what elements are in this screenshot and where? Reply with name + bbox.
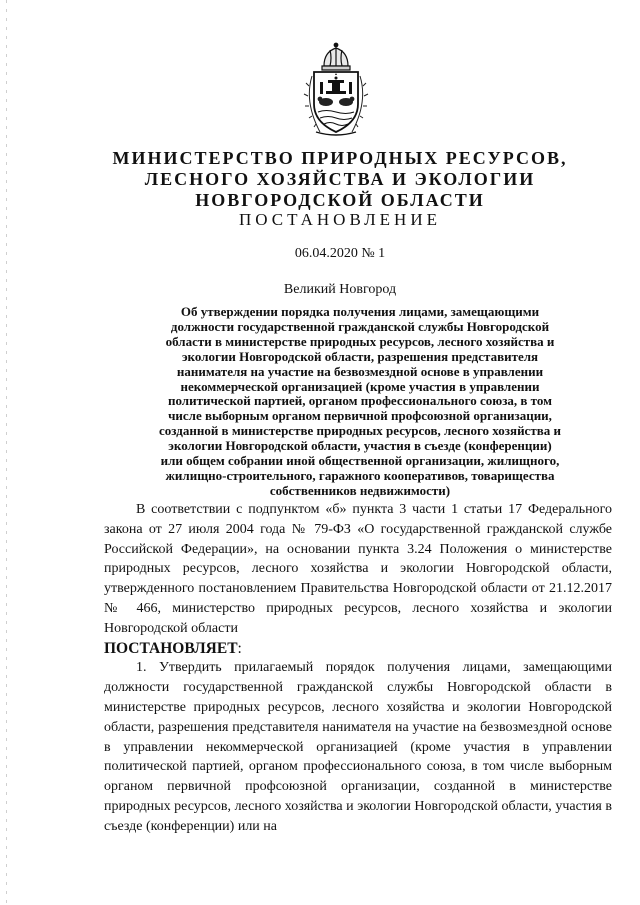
document-body [104,500,612,837]
ministry-name-line: НОВГОРОДСКОЙ ОБЛАСТИ [195,190,485,210]
title-line: политической партией, органом профессионального союза, в том [167,393,553,409]
title-line: жилищно-строительного, гаражного кооперативов, товарищества [165,467,555,483]
ministry-name-line: ЛЕСНОГО ХОЗЯЙСТВА И ЭКОЛОГИИ [144,169,536,189]
title-line: Об утверждении порядка получения лицами, замещающими [180,304,540,319]
title-line: некоммерческой организацией (кроме участия в управлении [180,378,540,394]
scan-edge-marks [6,0,7,905]
novgorod-coat-of-arms-icon [302,42,370,138]
title-line: числе выборным органом первичной профсоюзной организации, [168,408,552,424]
title-line: созданной в министерстве природных ресурсов, лесного хозяйства и [159,423,561,439]
item-1-paragraph: 1. Утвердить прилагаемый порядок получения лицами, замещающими должности государственной гражданской службы Новгородской области в министерстве природных ресурсов, лесного хозяйства и экологии Новгородской области, разрешения представителя нанимателя на участие на безвозмездной основе в управлении некоммерческой организацией (кроме участия в управлении политической партией, органом профессионального союза, в том числе выборным органом первичной профсоюзной организации, созданной в министерстве природных ресурсов, лесного хозяйства и экологии Новгородской области, участия в съезде (конференции) или на [104,660,612,834]
ministry-name [110,148,570,211]
ministry-name-line: МИНИСТЕРСТВО ПРИРОДНЫХ РЕСУРСОВ, [112,148,568,168]
document-city: Великий Новгород [283,282,397,297]
title-line: или общем собрании иной общественной организации, жилищного, [160,453,560,469]
preamble-paragraph: В соответствии с подпунктом «б» пункта 3 части 1 статьи 17 Федерального закона от 27 июля 2004 года № 79-ФЗ «О государственной гражданской службе Российской Федерации», на основании пункта 3.24 Положения о министерстве природных ресурсов, лесного хозяйства и экологии Новгородской области, утвержденного постановлением Правительства Новгородской области от 21.12.2017 № 466, министерство природных ресурсов, лесного хозяйства и экологии Новгородской области [104,502,612,636]
document-date-number: 06.04.2020 № 1 [294,246,386,261]
document-title [120,305,600,499]
resolves-colon: : [237,639,242,657]
title-line: экологии Новгородской области, разрешения представителя [181,348,539,364]
title-line: экологии Новгородской области, участия в съезде (конференции) [168,438,552,454]
title-line: области в министерстве природных ресурсов, лесного хозяйства и [165,333,555,349]
resolves-word: ПОСТАНОВЛЯЕТ [104,639,238,657]
title-line: собственников недвижимости) [269,482,451,498]
resolves-heading [104,639,612,659]
title-line: должности государственной гражданской службы Новгородской [170,318,550,334]
title-line: нанимателя на участие на безвозмездной основе в управлении [176,363,544,379]
document-type: ПОСТАНОВЛЕНИЕ [238,210,441,229]
